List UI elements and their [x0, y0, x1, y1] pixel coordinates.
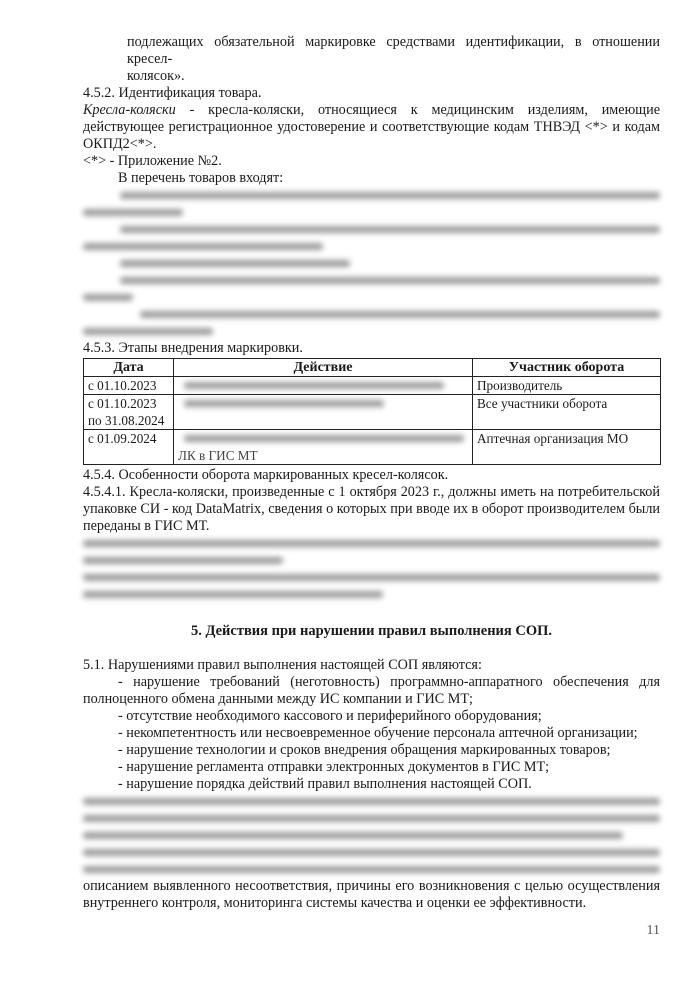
- violation-item: - нарушение регламента отправки электронных документов в ГИС МТ;: [118, 759, 550, 775]
- cell-participant: Все участники оборота: [473, 395, 661, 430]
- continued-quote: [127, 34, 660, 85]
- violations-intro: 5.1. Нарушениями правил выполнения настоящей СОП являются:: [83, 657, 482, 673]
- list-intro: В перечень товаров входят:: [118, 170, 284, 186]
- violation-item: - некомпетентность или несвоевременное обучение персонала аптечной организации;: [118, 725, 638, 741]
- section-5-heading: 5. Действия при нарушении правил выполнения СОП.: [190, 623, 553, 639]
- section-454-title: 4.5.4. Особенности оборота маркированных кресел-колясок.: [83, 467, 449, 483]
- violation-item: - нарушение порядка действий правил выполнения настоящей СОП.: [118, 776, 532, 792]
- page-number: 11: [646, 923, 660, 938]
- cell-date: с 01.10.2023: [84, 377, 174, 395]
- header-action: Действие: [174, 359, 473, 377]
- redacted-list: [83, 187, 660, 340]
- definition-text: - кресла-коляски, относящиеся к медицинским изделиям, имеющие действующее регистрационное удостоверение и соответствующие кодам ТНВЭД <*> и кодам ОКПД2<*>.: [83, 102, 660, 152]
- definition-term: Кресла-коляски: [83, 102, 176, 118]
- violation-item: - нарушение технологии и сроков внедрения обращения маркированных товаров;: [118, 742, 611, 758]
- cell-action-redacted: [174, 377, 473, 395]
- table-row: [84, 377, 661, 395]
- table-row: [84, 430, 661, 465]
- header-date: Дата: [84, 359, 174, 377]
- section-5-tail-paragraph: описанием выявленного несоответствия, причины его возникновения с целью осуществления внутреннего контроля, мониторинга системы качества и оценки ее эффективности.: [83, 878, 660, 911]
- quote-line: колясок».: [127, 68, 185, 84]
- footnote: <*> - Приложение №2.: [83, 153, 222, 169]
- cell-participant: Аптечная организация МО: [473, 430, 661, 465]
- cell-date: с 01.09.2024: [84, 430, 174, 465]
- date-from: с 01.10.2023: [88, 396, 157, 411]
- quote-line: подлежащих обязательной маркировке средствами идентификации, в отношении кресел-: [127, 34, 660, 67]
- section-453-title: 4.5.3. Этапы внедрения маркировки.: [83, 340, 303, 356]
- action-tail: ЛК в ГИС МТ: [178, 448, 258, 463]
- violation-item: - нарушение требований (неготовность) программно-аппаратного обеспечения для полноценного обмена данными между ИС компании и ГИС МТ;: [83, 674, 660, 707]
- cell-action-redacted: [174, 395, 473, 430]
- cell-participant: Производитель: [473, 377, 661, 395]
- date-to: по 31.08.2024: [88, 413, 165, 428]
- table-row: [84, 395, 661, 430]
- marking-stages-table: [83, 358, 661, 465]
- redacted-paragraph: [83, 793, 660, 878]
- paragraph-4541: 4.5.4.1. Кресла-коляски, произведенные с 1 октября 2023 г., должны иметь на потребительской упаковке СИ - код DataMatrix, сведения о которых при вводе их в оборот производителем были переданы в ГИС МТ.: [83, 484, 660, 534]
- cell-action-redacted: [174, 430, 473, 465]
- header-participant: Участник оборота: [473, 359, 661, 377]
- violation-item: - отсутствие необходимого кассового и периферийного оборудования;: [118, 708, 542, 724]
- definition-paragraph: [83, 102, 660, 153]
- section-452-title: 4.5.2. Идентификация товара.: [83, 85, 262, 101]
- redacted-paragraph: [83, 535, 660, 603]
- cell-date: [84, 395, 174, 430]
- table-header-row: [84, 359, 661, 377]
